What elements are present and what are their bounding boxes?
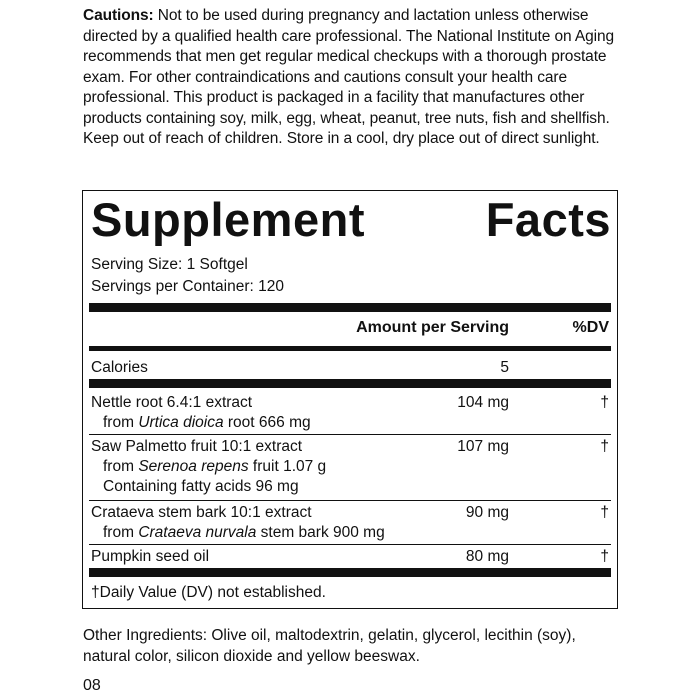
ingredient-dv: † — [600, 438, 609, 455]
ingredient-row — [91, 547, 209, 567]
ingredient-detail: Containing fatty acids 96 mg — [103, 478, 299, 495]
ingredient-name: Crataeva stem bark 10:1 extract — [91, 504, 312, 521]
cautions-label: Cautions: — [83, 7, 154, 24]
servings-per-container: Servings per Container: 120 — [91, 278, 285, 295]
ingredient-row — [91, 393, 311, 433]
serving-size: Serving Size: 1 Softgel — [91, 256, 248, 273]
divider-thick — [89, 568, 611, 577]
divider-medium — [89, 346, 611, 351]
calories-amount: 5 — [500, 359, 509, 376]
page-code: 08 — [83, 677, 101, 694]
ingredient-source: from Crataeva nurvala stem bark 900 mg — [103, 524, 385, 541]
ingredient-source: from Serenoa repens fruit 1.07 g — [103, 458, 327, 475]
other-ingredients: Other Ingredients: Olive oil, maltodextrin, gelatin, glycerol, lecithin (soy), natural color, silicon dioxide and yellow beeswax. — [83, 627, 576, 665]
cautions-paragraph — [83, 6, 623, 150]
header-amount-per-serving: Amount per Serving — [356, 319, 509, 336]
divider-thin — [89, 434, 611, 435]
cautions-text: Not to be used during pregnancy and lactation unless otherwise directed by a qualified health care professional. The National Institute on Aging recommends that men get regular medical checkups with a thorough prostate exam. For other contraindications and cautions consult your health care professional. This product is packaged in a facility that manufactures other products containing soy, milk, egg, wheat, peanut, tree nuts, fish and shellfish. Keep out of reach of children. Store in a cool, dry place out of direct sunlight. — [83, 7, 615, 147]
ingredient-row — [91, 503, 385, 543]
divider-thin — [89, 500, 611, 501]
ingredient-dv: † — [600, 548, 609, 565]
header-dv: %DV — [572, 319, 609, 336]
ingredient-source: from Urtica dioica root 666 mg — [103, 414, 311, 431]
supplement-facts-panel — [82, 190, 618, 609]
facts-title — [91, 191, 611, 249]
ingredient-dv: † — [600, 504, 609, 521]
ingredient-name: Nettle root 6.4:1 extract — [91, 394, 253, 411]
facts-title-word1: Supplement — [91, 193, 365, 246]
dv-footnote: †Daily Value (DV) not established. — [91, 584, 326, 601]
ingredient-amount: 90 mg — [465, 504, 509, 521]
ingredient-row — [91, 437, 326, 497]
facts-title-word2: Facts — [485, 193, 611, 246]
ingredient-dv: † — [600, 394, 609, 411]
ingredient-name: Saw Palmetto fruit 10:1 extract — [91, 438, 303, 455]
ingredient-amount: 107 mg — [457, 438, 509, 455]
divider-thin — [89, 544, 611, 545]
ingredient-amount: 104 mg — [457, 394, 509, 411]
ingredient-name: Pumpkin seed oil — [91, 548, 210, 565]
calories-label: Calories — [91, 359, 148, 376]
divider-thick — [89, 303, 611, 312]
ingredient-amount: 80 mg — [465, 548, 509, 565]
divider-thick — [89, 379, 611, 388]
